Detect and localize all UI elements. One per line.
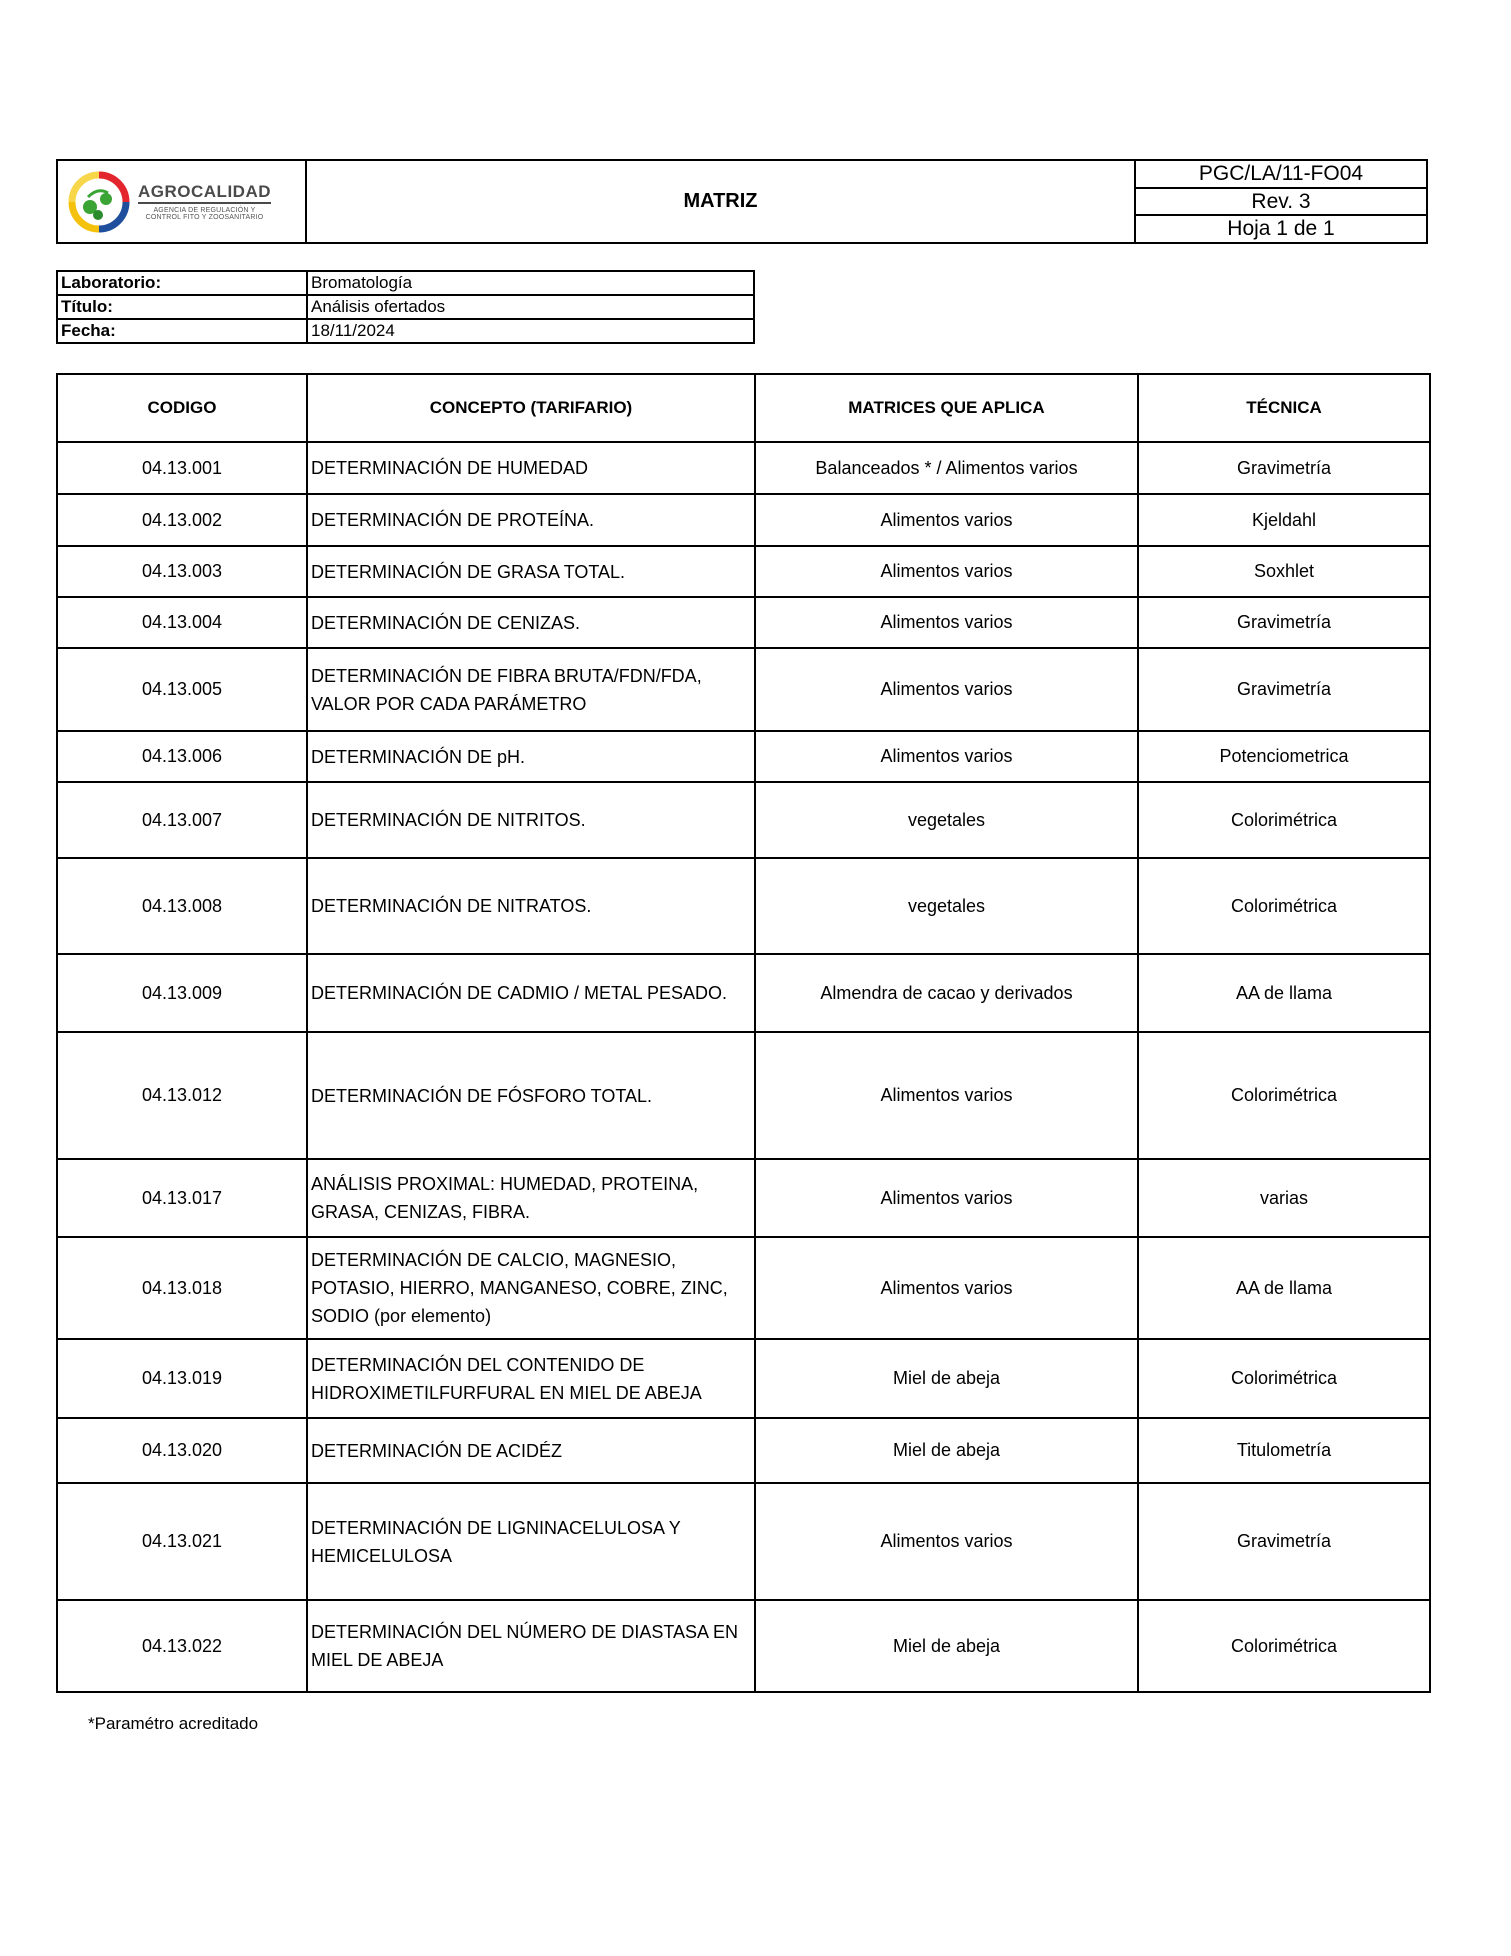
cell-matrix: vegetales (755, 782, 1138, 858)
cell-concept: DETERMINACIÓN DE FIBRA BRUTA/FDN/FDA, VALOR POR CADA PARÁMETRO (307, 648, 755, 731)
document-header (56, 159, 1428, 244)
cell-matrix: Alimentos varios (755, 597, 1138, 648)
cell-concept: DETERMINACIÓN DEL CONTENIDO DE HIDROXIMETILFURFURAL EN MIEL DE ABEJA (307, 1339, 755, 1418)
cell-concept: DETERMINACIÓN DE HUMEDAD (307, 442, 755, 494)
cell-concept: DETERMINACIÓN DE FÓSFORO TOTAL. (307, 1032, 755, 1159)
info-row (57, 271, 754, 295)
cell-matrix: Alimentos varios (755, 731, 1138, 782)
cell-matrix: Balanceados * / Alimentos varios (755, 442, 1138, 494)
cell-code: 04.13.009 (57, 954, 307, 1032)
cell-matrix: Almendra de cacao y derivados (755, 954, 1138, 1032)
cell-technique: Titulometría (1138, 1418, 1430, 1483)
cell-technique: Colorimétrica (1138, 1339, 1430, 1418)
cell-code: 04.13.002 (57, 494, 307, 546)
agrocalidad-logo-icon (68, 171, 130, 233)
info-table (56, 270, 755, 344)
cell-concept: DETERMINACIÓN DE pH. (307, 731, 755, 782)
info-value: Bromatología (307, 271, 754, 295)
cell-code: 04.13.018 (57, 1237, 307, 1339)
document-page: Hoja 1 de 1 (1227, 217, 1335, 241)
cell-technique: Colorimétrica (1138, 1600, 1430, 1692)
cell-matrix: Alimentos varios (755, 648, 1138, 731)
document-meta (1136, 161, 1426, 242)
cell-matrix: Alimentos varios (755, 494, 1138, 546)
document-title: MATRIZ (307, 161, 1136, 242)
column-header-technique: TÉCNICA (1138, 374, 1430, 442)
cell-matrix: Miel de abeja (755, 1600, 1138, 1692)
cell-technique: Potenciometrica (1138, 731, 1430, 782)
table-row (57, 1032, 1430, 1159)
cell-technique: AA de llama (1138, 954, 1430, 1032)
table-row (57, 782, 1430, 858)
info-label: Fecha: (57, 319, 307, 343)
cell-technique: Gravimetría (1138, 442, 1430, 494)
logo-text (138, 183, 271, 221)
cell-technique: Gravimetría (1138, 648, 1430, 731)
table-row (57, 1483, 1430, 1600)
analysis-table (56, 373, 1431, 1693)
cell-concept: DETERMINACIÓN DE CENIZAS. (307, 597, 755, 648)
cell-concept: DETERMINACIÓN DEL NÚMERO DE DIASTASA EN MIEL DE ABEJA (307, 1600, 755, 1692)
cell-matrix: Alimentos varios (755, 1159, 1138, 1237)
cell-technique: AA de llama (1138, 1237, 1430, 1339)
table-row (57, 1600, 1430, 1692)
cell-code: 04.13.021 (57, 1483, 307, 1600)
table-row (57, 546, 1430, 597)
cell-code: 04.13.022 (57, 1600, 307, 1692)
logo (58, 161, 307, 242)
table-header-row (57, 374, 1430, 442)
table-body (57, 442, 1430, 1692)
cell-matrix: Alimentos varios (755, 546, 1138, 597)
cell-concept: DETERMINACIÓN DE LIGNINACELULOSA Y HEMICELULOSA (307, 1483, 755, 1600)
cell-code: 04.13.020 (57, 1418, 307, 1483)
cell-code: 04.13.006 (57, 731, 307, 782)
table-row (57, 1339, 1430, 1418)
cell-code: 04.13.017 (57, 1159, 307, 1237)
cell-technique: Gravimetría (1138, 597, 1430, 648)
table-row (57, 731, 1430, 782)
cell-concept: DETERMINACIÓN DE NITRITOS. (307, 782, 755, 858)
info-value: Análisis ofertados (307, 295, 754, 319)
logo-subtitle-line-2: CONTROL FITO Y ZOOSANITARIO (145, 213, 264, 221)
table-row (57, 858, 1430, 954)
cell-technique: Soxhlet (1138, 546, 1430, 597)
table-row (57, 1237, 1430, 1339)
table-row (57, 648, 1430, 731)
column-header-concept: CONCEPTO (TARIFARIO) (307, 374, 755, 442)
cell-code: 04.13.012 (57, 1032, 307, 1159)
info-label: Laboratorio: (57, 271, 307, 295)
table-row (57, 442, 1430, 494)
cell-concept: DETERMINACIÓN DE GRASA TOTAL. (307, 546, 755, 597)
logo-name: AGROCALIDAD (138, 183, 271, 204)
cell-code: 04.13.019 (57, 1339, 307, 1418)
table-row (57, 597, 1430, 648)
cell-technique: Gravimetría (1138, 1483, 1430, 1600)
cell-concept: DETERMINACIÓN DE CALCIO, MAGNESIO, POTASIO, HIERRO, MANGANESO, COBRE, ZINC, SODIO (por elemento) (307, 1237, 755, 1339)
table-row (57, 494, 1430, 546)
cell-technique: varias (1138, 1159, 1430, 1237)
cell-technique: Colorimétrica (1138, 1032, 1430, 1159)
cell-concept: DETERMINACIÓN DE ACIDÉZ (307, 1418, 755, 1483)
cell-concept: ANÁLISIS PROXIMAL: HUMEDAD, PROTEINA, GRASA, CENIZAS, FIBRA. (307, 1159, 755, 1237)
cell-matrix: Alimentos varios (755, 1237, 1138, 1339)
cell-code: 04.13.001 (57, 442, 307, 494)
cell-matrix: Miel de abeja (755, 1339, 1138, 1418)
cell-code: 04.13.007 (57, 782, 307, 858)
cell-matrix: Alimentos varios (755, 1483, 1138, 1600)
column-header-code: CODIGO (57, 374, 307, 442)
cell-matrix: Miel de abeja (755, 1418, 1138, 1483)
cell-matrix: Alimentos varios (755, 1032, 1138, 1159)
cell-technique: Colorimétrica (1138, 782, 1430, 858)
cell-technique: Colorimétrica (1138, 858, 1430, 954)
logo-subtitle-line-1: AGENCIA DE REGULACIÓN Y (153, 206, 256, 214)
cell-code: 04.13.005 (57, 648, 307, 731)
table-row (57, 954, 1430, 1032)
info-row (57, 295, 754, 319)
cell-concept: DETERMINACIÓN DE NITRATOS. (307, 858, 755, 954)
cell-concept: DETERMINACIÓN DE CADMIO / METAL PESADO. (307, 954, 755, 1032)
cell-technique: Kjeldahl (1138, 494, 1430, 546)
document-code: PGC/LA/11-FO04 (1136, 161, 1426, 189)
cell-code: 04.13.003 (57, 546, 307, 597)
document-revision: Rev. 3 (1136, 189, 1426, 217)
table-row (57, 1159, 1430, 1237)
info-value: 18/11/2024 (307, 319, 754, 343)
cell-code: 04.13.004 (57, 597, 307, 648)
column-header-matrix: MATRICES QUE APLICA (755, 374, 1138, 442)
info-row (57, 319, 754, 343)
cell-code: 04.13.008 (57, 858, 307, 954)
cell-concept: DETERMINACIÓN DE PROTEÍNA. (307, 494, 755, 546)
footnote: *Paramétro acreditado (88, 1714, 259, 1733)
cell-matrix: vegetales (755, 858, 1138, 954)
info-label: Título: (57, 295, 307, 319)
table-row (57, 1418, 1430, 1483)
